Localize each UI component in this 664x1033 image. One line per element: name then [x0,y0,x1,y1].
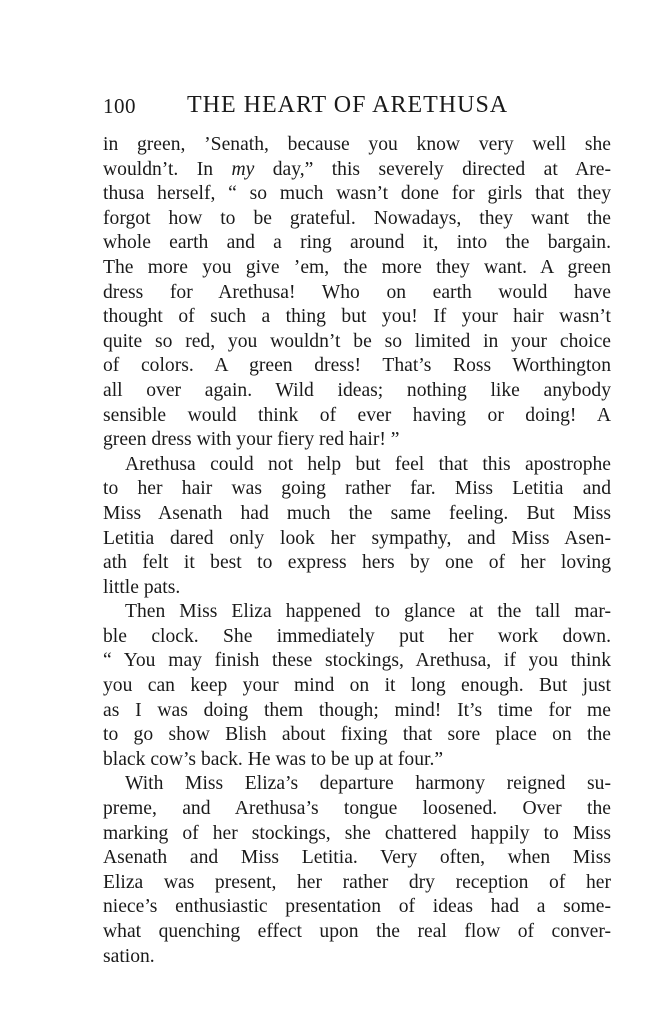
text-line: Then Miss Eliza happened to glance at the tall mar- [125,601,611,623]
text-line: little pats. [103,576,181,598]
text-line: With Miss Eliza’s departure harmony reigned su- [125,773,611,795]
text-line: green dress with your fiery red hair! ” [103,429,400,451]
running-title: THE HEART OF ARETHUSA [187,92,509,118]
text-line [103,158,611,183]
text-line: forgot how to be grateful. Nowadays, they want the [103,207,611,229]
text-line: Asenath and Miss Letitia. Very often, when Miss [103,847,611,869]
text-line: The more you give ’em, the more they want. A green [103,256,611,278]
emphasis: my [231,158,255,180]
text-line: to go show Blish about fixing that sore place on the [103,724,611,746]
text-line: black cow’s back. He was to be up at four.” [103,748,444,770]
text-line: sensible would think of ever having or doing! A [103,404,611,426]
text-line: of colors. A green dress! That’s Ross Worthington [103,355,611,377]
text-line: thusa herself, “ so much wasn’t done for girls that they [103,183,611,205]
text-segment: day,” this severely directed at Are- [254,158,611,180]
page-number: 100 [103,94,136,118]
text-line: you can keep your mind on it long enough. But just [103,675,611,697]
text-segment: wouldn’t. In [103,158,232,180]
text-line: as I was doing them though; mind! It’s time for me [103,699,611,721]
text-line: ble clock. She immediately put her work down. [103,625,611,647]
text-line: to her hair was going rather far. Miss Letitia and [103,478,611,500]
text-line: Miss Asenath had much the same feeling. But Miss [103,502,611,524]
text-line: quite so red, you wouldn’t be so limited in your choice [103,330,611,352]
text-line: all over again. Wild ideas; nothing like anybody [103,379,611,401]
text-line: ath felt it best to express hers by one of her loving [103,552,611,574]
text-line: whole earth and a ring around it, into the bargain. [103,232,611,254]
text-line: Arethusa could not help but feel that this apostrophe [125,453,611,475]
text-line: marking of her stockings, she chattered happily to Miss [103,822,611,844]
text-line: Letitia dared only look her sympathy, and Miss Asen- [103,527,611,549]
body-text [103,133,611,969]
text-line: Eliza was present, her rather dry reception of her [103,871,611,893]
text-line: “ You may finish these stockings, Arethusa, if you think [103,650,611,672]
text-line: in green, ’Senath, because you know very well she [103,134,611,155]
text-line: thought of such a thing but you! If your hair wasn’t [103,306,611,328]
text-line: dress for Arethusa! Who on earth would have [103,281,611,303]
text-line: sation. [103,945,155,967]
text-line: preme, and Arethusa’s tongue loosened. Over the [103,798,611,820]
text-line: what quenching effect upon the real flow of conver- [103,921,611,942]
text-line: niece’s enthusiastic presentation of ideas had a some- [103,896,611,918]
running-head [103,92,623,122]
